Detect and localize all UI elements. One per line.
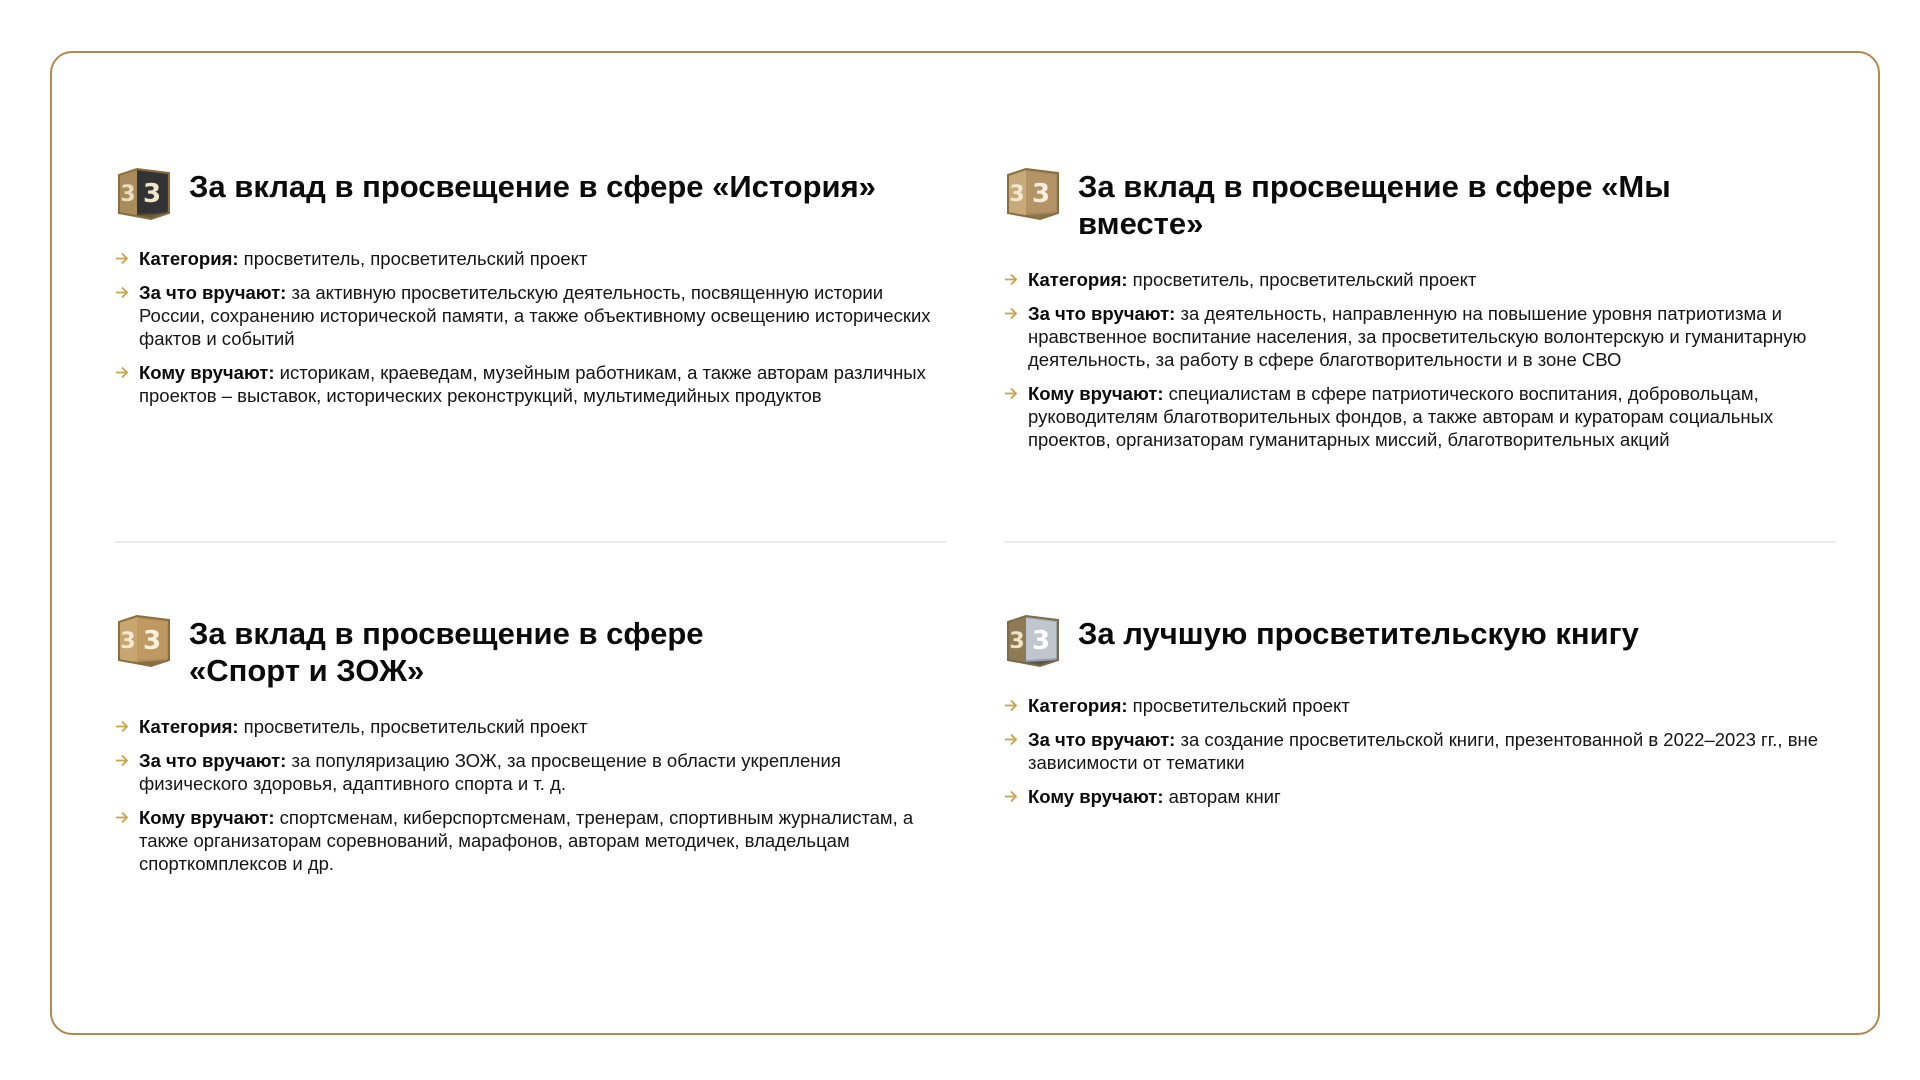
list-item (1004, 694, 1834, 717)
item-label: За что вручают: (139, 282, 287, 303)
item-label: За что вручают: (139, 750, 287, 771)
card-details-list (115, 715, 945, 875)
list-item (1004, 302, 1834, 371)
item-label: Категория: (139, 248, 239, 269)
arrow-right-icon (1004, 699, 1018, 712)
arrow-right-icon (1004, 307, 1018, 320)
card-title: За вклад в просвещение в сфере «История» (189, 169, 876, 204)
list-item (1004, 382, 1834, 451)
item-label: Категория: (1028, 269, 1128, 290)
award-card-book (1004, 615, 1834, 819)
item-text: специалистам в сфере патриотического воспитания, добровольцам, руководителям благотворительных фондов, а также авторам и кураторам социальных проектов, организаторам гуманитарных миссий, благотворительных акций (1028, 383, 1774, 450)
list-item (115, 806, 945, 875)
award-cube-icon (115, 165, 173, 221)
award-cube-icon (1004, 612, 1062, 668)
award-cube-icon (115, 612, 173, 668)
item-label: Кому вручают: (139, 362, 275, 383)
card-header (115, 615, 945, 689)
list-item (1004, 785, 1834, 808)
card-header (115, 168, 945, 221)
svg-text:3: 3 (120, 182, 136, 207)
item-label: Категория: (139, 716, 239, 737)
item-text: спортсменам, киберспортсменам, тренерам, спортивным журналистам, а также организаторам соревнований, марафонов, авторам методичек, владельцам спорткомплексов и др. (139, 807, 914, 874)
item-text: просветитель, просветительский проект (238, 248, 588, 269)
card-title: За вклад в просвещение в сфере «Мы вместе» (1078, 169, 1671, 241)
item-label: Категория: (1028, 695, 1128, 716)
arrow-right-icon (115, 286, 129, 299)
item-text: за активную просветительскую деятельность, посвященную истории России, сохранению исторической памяти, а также объективному освещению исторических фактов и событий (139, 282, 931, 349)
svg-text:3: 3 (1009, 182, 1025, 207)
arrow-right-icon (1004, 273, 1018, 286)
list-item (115, 247, 945, 270)
svg-text:3: 3 (1031, 179, 1051, 209)
item-text: просветитель, просветительский проект (1127, 269, 1477, 290)
award-cube-icon (1004, 165, 1062, 221)
list-item (115, 715, 945, 738)
item-text: авторам книг (1163, 786, 1281, 807)
arrow-right-icon (115, 366, 129, 379)
list-item (115, 281, 945, 350)
svg-text:3: 3 (120, 629, 136, 654)
card-details-list (1004, 694, 1834, 808)
svg-text:3: 3 (1009, 629, 1025, 654)
arrow-right-icon (115, 811, 129, 824)
arrow-right-icon (115, 754, 129, 767)
item-text: историкам, краеведам, музейным работникам, а также авторам различных проектов – выставок, исторических реконструкций, мультимедийных продуктов (139, 362, 926, 406)
divider-left (115, 541, 946, 543)
award-card-history (115, 168, 945, 418)
list-item (115, 749, 945, 795)
item-text: за популяризацию ЗОЖ, за просвещение в области укрепления физического здоровья, адаптивного спорта и т. д. (139, 750, 841, 794)
card-header (1004, 615, 1834, 668)
item-label: Кому вручают: (1028, 786, 1164, 807)
card-header (1004, 168, 1834, 242)
svg-text:3: 3 (142, 179, 162, 209)
item-text: просветитель, просветительский проект (238, 716, 588, 737)
divider-right (1004, 541, 1836, 543)
card-details-list (1004, 268, 1834, 451)
svg-text:3: 3 (1031, 626, 1051, 656)
arrow-right-icon (115, 720, 129, 733)
svg-text:3: 3 (142, 626, 162, 656)
award-card-sport (115, 615, 945, 886)
arrow-right-icon (115, 252, 129, 265)
item-label: За что вручают: (1028, 303, 1176, 324)
arrow-right-icon (1004, 733, 1018, 746)
item-label: За что вручают: (1028, 729, 1176, 750)
item-label: Кому вручают: (1028, 383, 1164, 404)
item-text: просветительский проект (1127, 695, 1350, 716)
list-item (1004, 728, 1834, 774)
item-text: за создание просветительской книги, презентованной в 2022–2023 гг., вне зависимости от тематики (1028, 729, 1819, 773)
list-item (1004, 268, 1834, 291)
card-details-list (115, 247, 945, 407)
award-card-together (1004, 168, 1834, 462)
arrow-right-icon (1004, 790, 1018, 803)
card-title: За вклад в просвещение в сфере «Спорт и ЗОЖ» (189, 616, 704, 688)
item-label: Кому вручают: (139, 807, 275, 828)
list-item (115, 361, 945, 407)
arrow-right-icon (1004, 387, 1018, 400)
card-title: За лучшую просветительскую книгу (1078, 616, 1639, 651)
item-text: за деятельность, направленную на повышение уровня патриотизма и нравственное воспитание населения, за просветительскую волонтерскую и гуманитарную деятельность, за работу в сфере благотворительности и в зоне СВО (1028, 303, 1807, 370)
